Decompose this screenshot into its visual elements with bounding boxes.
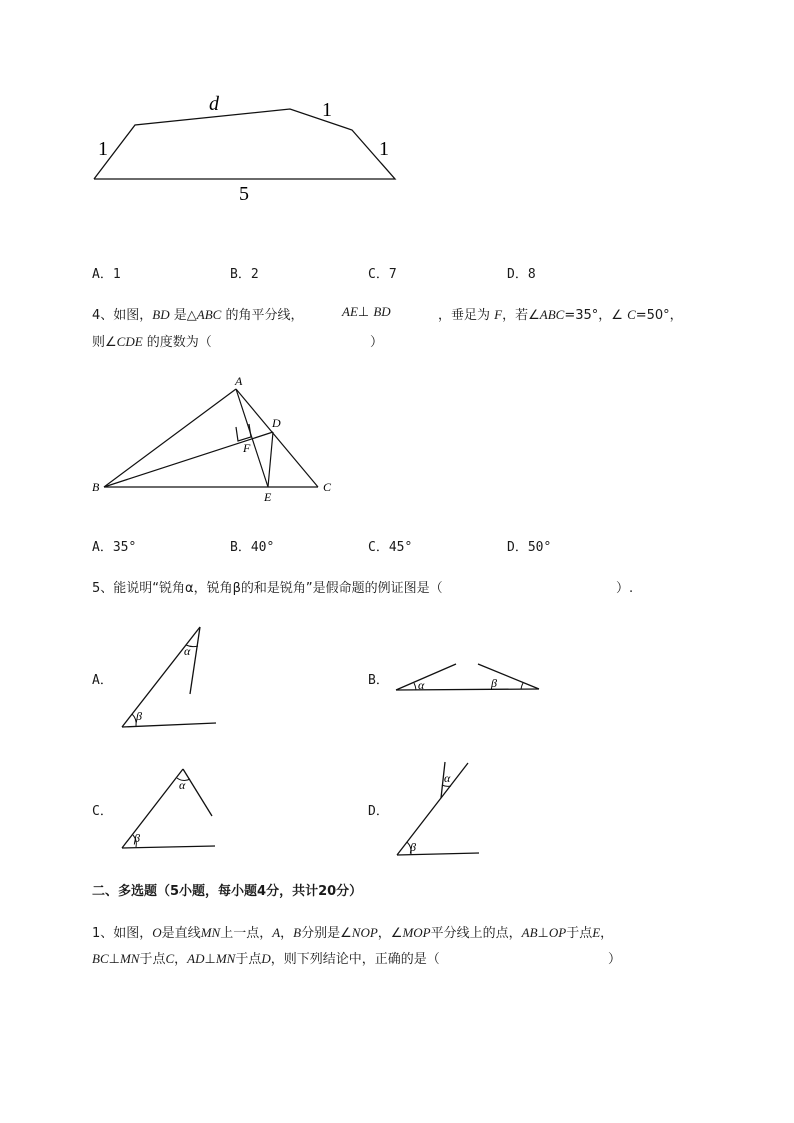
mq1-paren-close: ） xyxy=(608,952,622,967)
alpha-label-d: α xyxy=(444,771,451,785)
mq1-d: D xyxy=(261,951,271,966)
mq1-o: O xyxy=(152,925,162,940)
point-D: D xyxy=(272,416,281,430)
q4-text: =35°，∠ xyxy=(564,308,623,323)
beta-label-c: β xyxy=(134,831,140,845)
point-F: F xyxy=(243,441,251,455)
mq1-stem-line2 xyxy=(92,948,440,967)
mq1-text: ，则下列结论中，正确的是（ xyxy=(270,952,440,967)
mq1-text: 上一点， xyxy=(220,926,273,941)
mq1-text: ， xyxy=(600,926,614,941)
q4-paren-close: ） xyxy=(370,335,384,350)
q5-option-b[interactable]: B． xyxy=(368,673,389,688)
section-heading-multiple-choice: 二、多选题（5小题，每小题4分，共计20分） xyxy=(92,884,363,899)
q3-option-b[interactable]: B．2 xyxy=(230,267,259,282)
q4-bd2: BD xyxy=(373,304,391,319)
beta-label-a: β xyxy=(136,709,142,723)
point-B: B xyxy=(92,480,100,494)
q4-ae: AE xyxy=(342,304,358,319)
beta-label-d: β xyxy=(410,840,416,854)
q4-option-d[interactable]: D．50° xyxy=(507,540,552,555)
q4-option-b[interactable]: B．40° xyxy=(230,540,275,555)
q4-text: 4、如图， xyxy=(92,308,153,323)
mq1-text: 是直线 xyxy=(161,926,201,941)
q4-text: 是△ xyxy=(169,308,197,323)
point-C: C xyxy=(323,480,332,494)
mq1-nop: NOP xyxy=(351,925,378,940)
mq1-text: 于点 xyxy=(235,952,262,967)
q4-text: 的度数为（ xyxy=(142,335,212,350)
mq1-mop: MOP xyxy=(402,925,431,940)
q4-perp: ⊥ xyxy=(357,305,370,320)
q4-c: C xyxy=(627,307,636,322)
q5-stem-end: ）. xyxy=(616,581,634,596)
q4-option-a[interactable]: A．35° xyxy=(92,540,137,555)
mq1-text: 平分线上的点， xyxy=(430,926,522,941)
q5-option-c[interactable]: C． xyxy=(92,804,113,819)
mq1-ab: AB xyxy=(521,925,538,940)
mq1-perp: ⊥ xyxy=(204,952,216,967)
q4-text: 则∠ xyxy=(92,335,117,350)
q4-cde: CDE xyxy=(116,334,143,349)
mq1-mn3: MN xyxy=(215,951,236,966)
q4-option-c[interactable]: C．45° xyxy=(368,540,413,555)
mq1-op: OP xyxy=(548,925,567,940)
mq1-c: C xyxy=(165,951,175,966)
q4-bd: BD xyxy=(152,307,170,322)
mq1-mn: MN xyxy=(200,925,221,940)
label-base-5: 5 xyxy=(239,183,249,205)
mq1-text: ， xyxy=(280,926,294,941)
mq1-text: 分别是∠ xyxy=(301,926,352,941)
point-A: A xyxy=(235,374,243,388)
mq1-bc: BC xyxy=(92,951,109,966)
alpha-label-a: α xyxy=(184,644,191,658)
q3-option-d[interactable]: D．8 xyxy=(507,267,536,282)
mq1-stem-line1 xyxy=(92,922,613,941)
q4-text: ，垂足为 xyxy=(438,308,491,323)
q4-abc: ABC xyxy=(196,307,222,322)
q3-option-a[interactable]: A．1 xyxy=(92,267,121,282)
mq1-perp: ⊥ xyxy=(108,952,120,967)
alpha-label-b: α xyxy=(418,678,425,692)
label-d: d xyxy=(209,93,219,115)
mq1-perp: ⊥ xyxy=(537,926,549,941)
mq1-e: E xyxy=(592,925,601,940)
q5-option-d[interactable]: D． xyxy=(368,804,389,819)
label-top-right-1: 1 xyxy=(322,99,332,121)
q4-abc2: ABC xyxy=(539,307,565,322)
q3-option-c[interactable]: C．7 xyxy=(368,267,397,282)
q5-stem: 5、能说明“锐角α，锐角β的和是锐角”是假命题的例证图是（ xyxy=(92,581,443,596)
q5-option-a[interactable]: A． xyxy=(92,673,113,688)
mq1-ad: AD xyxy=(187,951,205,966)
q4-text: ，若∠ xyxy=(502,308,540,323)
point-E: E xyxy=(264,490,272,504)
mq1-text: 于点 xyxy=(566,926,593,941)
q4-text: 的角平分线， xyxy=(221,308,304,323)
mq1-text: 于点 xyxy=(139,952,166,967)
alpha-label-c: α xyxy=(179,778,186,792)
q4-text: =50°， xyxy=(635,308,683,323)
mq1-a: A xyxy=(272,925,281,940)
mq1-text: ，∠ xyxy=(377,926,403,941)
mq1-text: ， xyxy=(174,952,188,967)
mq1-b: B xyxy=(293,925,302,940)
q4-f: F xyxy=(494,307,503,322)
mq1-text: 1、如图， xyxy=(92,926,153,941)
label-left-1: 1 xyxy=(98,138,108,160)
beta-label-b: β xyxy=(491,676,497,690)
mq1-mn2: MN xyxy=(119,951,140,966)
label-right-1: 1 xyxy=(379,138,389,160)
